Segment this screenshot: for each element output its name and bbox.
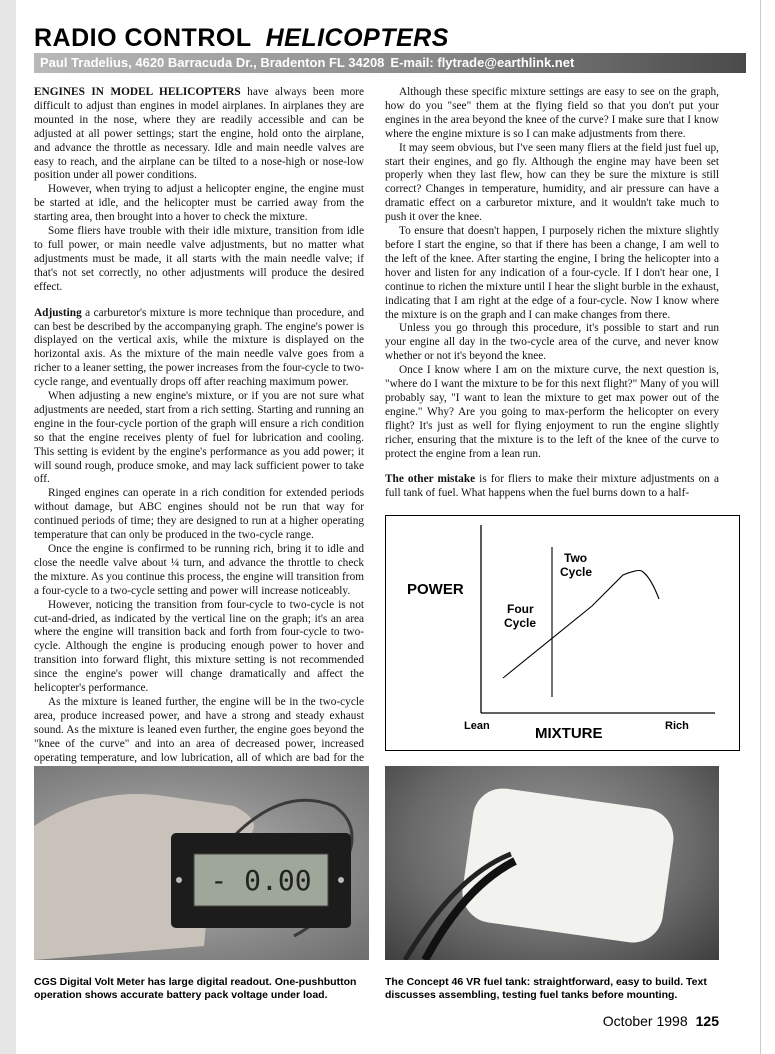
paragraph: Unless you go through this procedure, it's possible to start and run your engine all day in the two-cycle area of the curve, and never know whether or not it's beyond the knee. <box>385 322 719 363</box>
paragraph <box>385 473 719 501</box>
fuel-tank-image <box>385 766 719 960</box>
title-radio-control: RADIO CONTROL <box>34 24 252 52</box>
y-axis-label: POWER <box>407 581 464 598</box>
paragraph: When adjusting a new engine's mixture, or if you are not sure what adjustments are needed, start from a rich setting. Starting and running an engine in the four-cycle portion of the graph will ensure a rich condition so that the engine receives plenty of fuel for lubrication and cooling. This setting is evident by the engine's performance as you add power; it will sound rough, produce smoke, and may lack sufficient power to take off. <box>34 390 364 486</box>
page-number: 125 <box>695 1013 719 1029</box>
paragraph: Although these specific mixture settings are easy to see on the graph, how do you "see" them at the flying field so that you don't put your engines in the area beyond the knee of the curve? I make sure that I know where the engine mixture is so I can make adjustments from there. <box>385 86 719 140</box>
caption-volt-meter: CGS Digital Volt Meter has large digital readout. One-pushbutton operation shows accurate battery pack voltage under load. <box>34 976 357 1001</box>
paragraph: However, when trying to adjust a helicopter engine, the engine must be started at idle, and the helicopter must be carried away from the starting area, then brought into a hover to check the mixture. <box>34 183 364 224</box>
paragraph: Ringed engines can operate in a rich condition for extended periods without damage, but ABC engines should not be run that way for continued periods of time; they are designed to run at a higher operating temperature that can only be produced in the two-cycle range. <box>34 487 364 542</box>
page-title <box>34 24 449 53</box>
paragraph <box>34 86 364 183</box>
mixture-power-graph <box>385 515 740 751</box>
paragraph: However, noticing the transition from four-cycle to two-cycle is not cut-and-dried, as indicated by the vertical line on the graph; it's an area where the engine will transition back and forth from four-cycle to two-cycle. Although the engine is producing enough power to hover and transition into forward flight, this mixture setting is not recommended since the engine's power will change dramatically and affect the helicopter's performance. <box>34 598 364 695</box>
graph-border <box>386 516 740 751</box>
paragraph: Once the engine is confirmed to be running rich, bring it to idle and close the needle valve about ¼ turn, and advance the throttle to check the mixture. As you continue this process, the engine will transition from a four-cycle to a two-cycle setting and power will increase noticeably. <box>34 543 364 597</box>
paragraph-text: is for fliers to make their mixture adjustments on a full tank of fuel. What happens when the fuel burns down to a half- <box>385 473 719 500</box>
title-helicopters: HELICOPTERS <box>265 24 449 52</box>
paragraph: To ensure that doesn't happen, I purposely richen the mixture slightly before I start the engine, so that if there has been a change, I am well to the left of the knee. After starting the engine, I bring the helicopter into a hover and listen for any indication of a four-cycle. If I don't hear one, I continue to richen the mixture until I hear the slight burble in the exhaust, indicating that I am right at the edge of a four-cycle. Now I know where the mixture is on the graph and I can make changes from there. <box>385 225 719 321</box>
x-left-label: Lean <box>464 720 490 732</box>
paragraph: It may seem obvious, but I've seen many fliers at the field just fuel up, start their engines, and go fly. Although the engine may have been set properly when they last flew, how can they be sure the mixture is still correct? Changes in temperature, humidity, and air pressure can have a dramatic effect on a carburetor mixture, and it wouldn't take much to push it over the knee. <box>385 141 719 224</box>
screw-icon <box>176 877 182 883</box>
author-address: Paul Tradelius, 4620 Barracuda Dr., Bradenton FL 34208 <box>40 55 385 70</box>
paragraph: Once I know where I am on the mixture curve, the next question is, "where do I want the mixture to be for this next flight?" Many of you will probably say, "I want to lean the mixture to get max power out of the engine." Why? Are you going to max-perform the helicopter on every flight? It's just as well for flying enjoyment to run the engine slightly richer, ensuring that the mixture is to the left of the knee of the curve to protect the engine from a lean run. <box>385 364 719 460</box>
screw-icon <box>338 877 344 883</box>
annotation-two-cycle: Cycle <box>560 565 593 579</box>
photo-volt-meter <box>34 766 369 960</box>
photo-fuel-tank <box>385 766 719 960</box>
paragraph-lead: The other mistake <box>385 473 476 486</box>
paragraph-lead: Adjusting <box>34 306 82 319</box>
caption-fuel-tank: The Concept 46 VR fuel tank: straightforward, easy to build. Text discusses assembling, testing fuel tanks before mounting. <box>385 976 707 1001</box>
article-column-left <box>34 86 364 779</box>
x-axis-label: MIXTURE <box>535 725 603 742</box>
article-column-right <box>385 86 719 501</box>
issue-date: October 1998 <box>602 1013 688 1029</box>
annotation-two-cycle: Two <box>564 551 588 565</box>
paragraph: Some fliers have trouble with their idle mixture, transition from idle to full power, or main needle valve adjustments, but no matter what adjustments must be made, it all starts with the main needle valve; if that's not set correctly, no other adjustments will produce the desired effect. <box>34 225 364 293</box>
author-email: E-mail: flytrade@earthlink.net <box>390 55 575 70</box>
paragraph-lead: ENGINES IN MODEL HELICOPTERS <box>34 86 241 98</box>
paragraph-text: a carburetor's mixture is more technique than procedure, and can best be described by the accompanying graph. The engine's power is displayed on the vertical axis, while the mixture is displayed on the horizontal axis. As the mixture of the main needle valve goes from a richer to a leaner setting, the power increases from the four-cycle to two-cycle range, and eventually drops off after reaching maximum power. <box>34 306 364 389</box>
paragraph: As the mixture is leaned further, the engine will be in the two-cycle area, produce increased power, and have a strong and steady exhaust sound. As the mixture is leaned even further, the engine goes beyond the "knee of the curve" and into an area of decreased power, increased operating temperature, and low lubrication, all of which are bad for the <box>34 695 364 764</box>
author-bar <box>34 53 746 73</box>
volt-meter-image <box>34 766 369 960</box>
paragraph-text: have always been more difficult to adjust than engines in model airplanes. In airplanes they are mounted in the nose, where they are readily accessible and can be adjusted at all power settings; start the engine, hold onto the airplane, and advance the throttle as necessary. Idle and main needle valves are easy to reach, and the airplane can be tilted to a nose-high or nose-low position under all power conditions. <box>34 86 364 182</box>
annotation-four-cycle: Cycle <box>504 616 537 630</box>
paragraph <box>34 307 364 390</box>
page-footer <box>603 1013 719 1029</box>
annotation-four-cycle: Four <box>507 602 534 616</box>
x-right-label: Rich <box>665 720 689 732</box>
scan-border-left <box>0 0 16 1054</box>
meter-readout: - 0.00 <box>210 864 312 897</box>
scan-border-right <box>760 0 775 1054</box>
